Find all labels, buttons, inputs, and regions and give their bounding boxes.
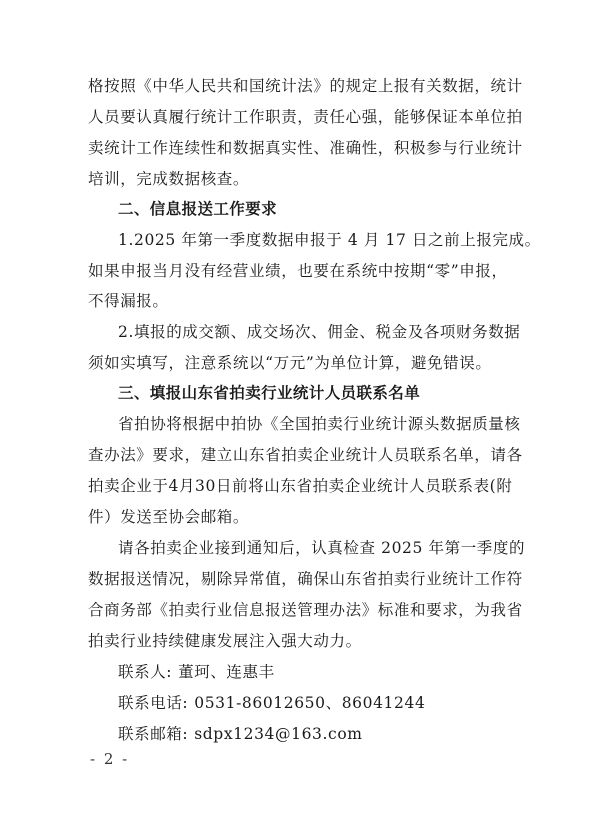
section-heading-3: 三、填报山东省拍卖行业统计人员联系名单 <box>118 384 421 402</box>
body-line: 拍卖行业持续健康发展注入强大动力。 <box>88 632 362 650</box>
body-line: 2.填报的成交额、成交场次、佣金、税金及各项财务数据 <box>118 323 521 341</box>
body-line: 件）发送至协会邮箱。 <box>88 508 250 526</box>
contact-person <box>118 662 275 682</box>
body-line: 省拍协将根据中拍协《全国拍卖行业统计源头数据质量核 <box>118 415 521 433</box>
body-line: 人员要认真履行统计工作职责，责任心强，能够保证本单位拍 <box>88 108 523 126</box>
page-number: - 2 - <box>90 750 130 768</box>
body-line: 格按照《中华人民共和国统计法》的规定上报有关数据，统计 <box>88 77 523 95</box>
contact-phone-label: 联系电话: <box>118 694 189 712</box>
body-line: 须如实填写，注意系统以“万元”为单位计算，避免错误。 <box>88 354 492 372</box>
section-heading-2: 二、信息报送工作要求 <box>118 200 278 218</box>
body-line: 1.2025 年第一季度数据申报于 4 月 17 日之前上报完成。 <box>118 231 541 249</box>
contact-email <box>118 724 363 744</box>
contact-person-label: 联系人: <box>118 663 173 681</box>
contact-phone <box>118 693 425 713</box>
body-line: 合商务部《拍卖行业信息报送管理办法》标准和要求，为我省 <box>88 601 523 619</box>
contact-email-label: 联系邮箱: <box>118 725 189 743</box>
body-line: 查办法》要求，建立山东省拍卖企业统计人员联系名单，请各 <box>88 446 523 464</box>
body-line: 培训，完成数据核查。 <box>88 170 250 188</box>
contact-email-value: sdpx1234@163.com <box>194 725 363 743</box>
body-line: 不得漏报。 <box>88 292 169 310</box>
body-line: 如果申报当月没有经营业绩，也要在系统中按期“零”申报， <box>88 262 508 280</box>
contact-person-value: 董珂、连惠丰 <box>178 663 275 681</box>
body-line: 请各拍卖企业接到通知后，认真检查 2025 年第一季度的 <box>118 539 526 557</box>
body-line: 拍卖企业于4月30日前将山东省拍卖企业统计人员联系表(附 <box>88 477 513 495</box>
body-line: 卖统计工作连续性和数据真实性、准确性，积极参与行业统计 <box>88 139 523 157</box>
contact-phone-value: 0531-86012650、86041244 <box>194 694 426 712</box>
body-line: 数据报送情况，剔除异常值，确保山东省拍卖行业统计工作符 <box>88 570 523 588</box>
